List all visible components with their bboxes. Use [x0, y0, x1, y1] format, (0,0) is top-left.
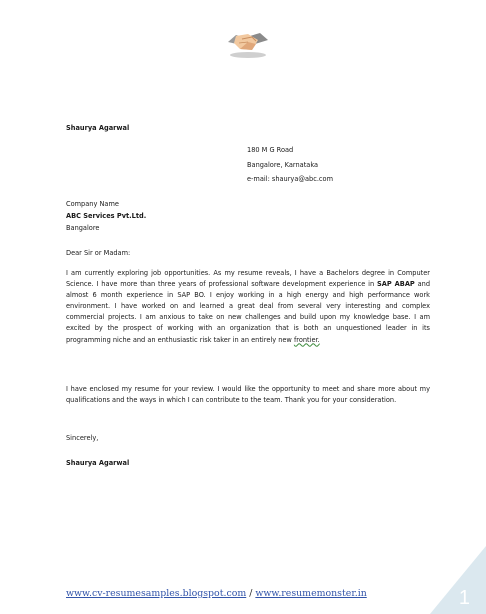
- recipient-label: Company Name: [66, 200, 119, 208]
- recipient-city: Bangalore: [66, 224, 100, 232]
- sender-address-line1: 180 M G Road: [247, 146, 294, 154]
- footer-links: [66, 588, 367, 599]
- footer-separator: /: [246, 588, 256, 599]
- closing: Sincerely,: [66, 434, 99, 442]
- body-paragraph-2: I have enclosed my resume for your review. I would like the opportunity to meet and share more about my qualifications and the ways in which I can contribute to the team. Thank you for your consideration.: [66, 385, 430, 405]
- salutation: Dear Sir or Madam:: [66, 249, 131, 257]
- footer-link-blog[interactable]: www.cv-resumesamples.blogspot.com: [66, 588, 247, 599]
- body-p1-text-a: I am currently exploring job opportunities. As my resume reveals, I have a Bachelors degree in Computer Science. I have more than three years of professional software development experience in: [66, 269, 430, 289]
- sender-email: e-mail: shaurya@abc.com: [247, 175, 333, 183]
- body-p1-bold-skill: SAP ABAP: [376, 280, 415, 289]
- handshake-icon: [226, 24, 270, 60]
- page-number: 1: [458, 587, 470, 609]
- body-p1-last-word: frontier.: [293, 335, 320, 344]
- footer-link-site[interactable]: www.resumemonster.in: [255, 588, 367, 599]
- signature: Shaurya Agarwal: [66, 459, 130, 467]
- body-p1-text-b: and almost 6 month experience in SAP BO. I enjoy working in a high energy and high performance work environment. I have worked on and learned a great deal from several very interesting and complex commercial projects. I am anxious to take on new challenges and build upon my knowledge base. I am excited by the prospect of working with an organization that is both an unquestioned leader in its programming niche and an enthusiastic risk taker in an entirely new: [66, 280, 431, 344]
- recipient-company: ABC Services Pvt.Ltd.: [66, 212, 147, 220]
- body-paragraph-1: [66, 268, 430, 346]
- sender-address-line2: Bangalore, Karnataka: [247, 161, 319, 169]
- sender-name-heading: Shaurya Agarwal: [66, 124, 130, 132]
